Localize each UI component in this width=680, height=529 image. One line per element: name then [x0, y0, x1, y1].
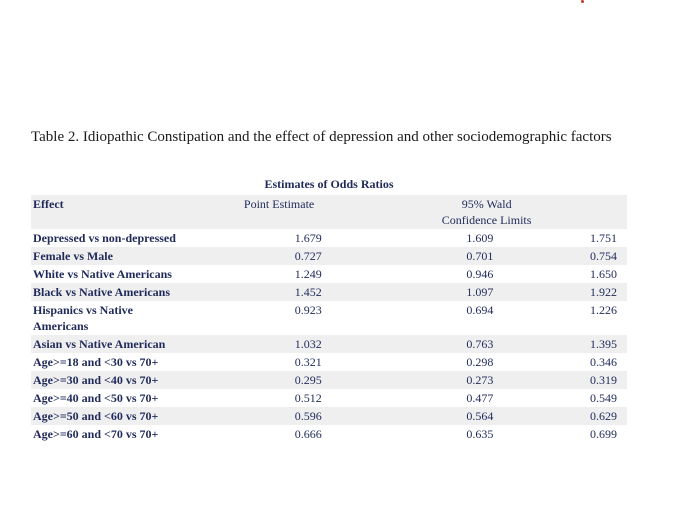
table-row — [31, 425, 627, 443]
row-point-estimate-cell: 0.596 — [184, 407, 373, 425]
header-effect: Effect — [31, 195, 184, 229]
table-row — [31, 335, 627, 353]
row-lower-limit-cell: 0.564 — [374, 407, 516, 425]
row-upper-limit-cell: 0.754 — [515, 247, 627, 265]
row-point-estimate-cell: 0.666 — [294, 427, 322, 441]
row-effect-cell: Female vs Male — [31, 247, 184, 265]
row-effect-cell: Age>=18 and <30 vs 70+ — [33, 355, 159, 369]
table-row — [31, 407, 627, 425]
row-upper-limit-cell: 0.549 — [590, 391, 617, 405]
row-upper-limit-cell: 1.395 — [515, 335, 627, 353]
row-lower-limit-cell: 0.635 — [466, 427, 494, 441]
row-effect-cell: Black vs Native Americans — [31, 283, 184, 301]
row-point-estimate-cell: 0.923 — [294, 303, 322, 317]
row-point-estimate-cell: 1.249 — [294, 267, 322, 281]
row-effect-cell: Age>=40 and <50 vs 70+ — [33, 391, 159, 405]
table-caption: Table 2. Idiopathic Constipation and the effect of depression and other sociodemographic factors — [31, 129, 612, 145]
row-upper-limit-cell: 0.319 — [515, 371, 627, 389]
row-lower-limit-cell: 0.701 — [374, 247, 516, 265]
row-lower-limit-cell: 0.946 — [466, 267, 494, 281]
odds-ratio-table — [31, 195, 627, 443]
row-upper-limit-cell: 1.922 — [515, 283, 627, 301]
header-ci-line2: Confidence Limits — [441, 213, 532, 227]
table-header — [31, 195, 627, 229]
row-point-estimate-cell: 1.679 — [294, 231, 322, 245]
header-ci-line1: 95% Wald — [461, 197, 512, 211]
row-point-estimate-cell: 0.321 — [294, 355, 322, 369]
row-upper-limit-cell: 1.751 — [590, 231, 617, 245]
row-point-estimate-cell: 0.512 — [294, 391, 322, 405]
row-effect-cell: Depressed vs non-depressed — [33, 231, 176, 245]
row-effect-cell: Age>=60 and <70 vs 70+ — [33, 427, 159, 441]
table-body — [31, 229, 627, 443]
row-lower-limit-cell: 1.097 — [374, 283, 516, 301]
row-point-estimate-cell: 0.295 — [184, 371, 373, 389]
row-lower-limit-cell: 0.298 — [466, 355, 494, 369]
header-point-estimate: Point Estimate — [184, 195, 373, 229]
row-lower-limit-cell: 1.609 — [466, 231, 494, 245]
table-row — [31, 229, 627, 247]
row-lower-limit-cell: 0.477 — [466, 391, 494, 405]
header-confidence-limits — [374, 195, 627, 229]
row-point-estimate-cell: 1.032 — [184, 335, 373, 353]
row-effect-cell: Hispanics vs Native Americans — [33, 303, 134, 333]
row-effect-cell: Asian vs Native American — [31, 335, 184, 353]
row-lower-limit-cell: 0.273 — [374, 371, 516, 389]
row-upper-limit-cell: 0.629 — [515, 407, 627, 425]
table-row — [31, 283, 627, 301]
row-upper-limit-cell: 1.650 — [590, 267, 617, 281]
row-effect-cell: Age>=30 and <40 vs 70+ — [31, 371, 184, 389]
table-row — [31, 353, 627, 371]
table-row — [31, 247, 627, 265]
table-row — [31, 371, 627, 389]
table-row — [31, 389, 627, 407]
row-upper-limit-cell: 0.699 — [590, 427, 617, 441]
row-lower-limit-cell: 0.763 — [374, 335, 516, 353]
row-point-estimate-cell: 0.727 — [184, 247, 373, 265]
row-effect-cell: White vs Native Americans — [33, 267, 172, 281]
table-title: Estimates of Odds Ratios — [264, 177, 394, 191]
table-row — [31, 265, 627, 283]
stray-dot-mark — [581, 0, 584, 3]
row-effect-cell: Age>=50 and <60 vs 70+ — [31, 407, 184, 425]
row-upper-limit-cell: 1.226 — [590, 303, 617, 317]
table-row — [31, 301, 627, 335]
row-point-estimate-cell: 1.452 — [184, 283, 373, 301]
row-upper-limit-cell: 0.346 — [590, 355, 617, 369]
row-lower-limit-cell: 0.694 — [466, 303, 494, 317]
